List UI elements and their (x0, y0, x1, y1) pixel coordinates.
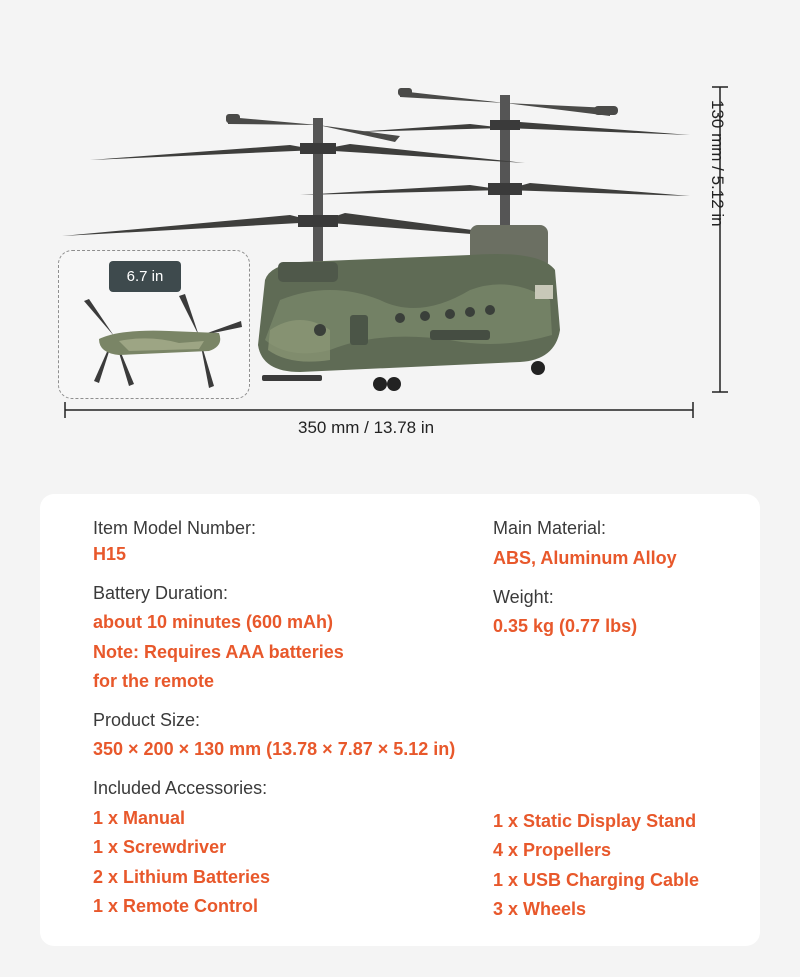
weight-label: Weight: (493, 587, 554, 607)
width-dimension-label: 350 mm / 13.78 in (298, 418, 435, 437)
accessory-item: 1 x Static Display Stand (493, 811, 697, 831)
height-dimension-label: 130 mm / 5.12 in (708, 100, 727, 227)
specifications-card (40, 494, 760, 946)
battery-duration-line: for the remote (93, 671, 215, 691)
model-number-value: H15 (93, 544, 127, 564)
battery-duration-line: about 10 minutes (600 mAh) (93, 612, 334, 632)
accessory-item: 1 x Screwdriver (93, 837, 227, 857)
accessories-label: Included Accessories: (93, 778, 268, 798)
model-number-label: Item Model Number: (93, 518, 257, 538)
accessory-item: 1 x Manual (93, 808, 186, 828)
accessory-item: 1 x USB Charging Cable (493, 870, 700, 890)
accessory-item: 4 x Propellers (493, 840, 612, 860)
material-label: Main Material: (493, 518, 607, 538)
inset-size-badge: 6.7 in (109, 261, 181, 292)
product-size-value: 350 × 200 × 130 mm (13.78 × 7.87 × 5.12 in) (93, 739, 456, 759)
weight-value: 0.35 kg (0.77 lbs) (493, 616, 638, 636)
rear-rotor (300, 88, 690, 235)
material-value: ABS, Aluminum Alloy (493, 548, 677, 568)
accessory-item: 3 x Wheels (493, 899, 587, 919)
battery-duration-label: Battery Duration: (93, 583, 229, 603)
product-dimension-image (0, 0, 800, 470)
product-size-label: Product Size: (93, 710, 201, 730)
accessory-item: 2 x Lithium Batteries (93, 867, 271, 887)
battery-duration-line: Note: Requires AAA batteries (93, 642, 344, 662)
accessory-item: 1 x Remote Control (93, 896, 259, 916)
fuselage (258, 225, 560, 391)
